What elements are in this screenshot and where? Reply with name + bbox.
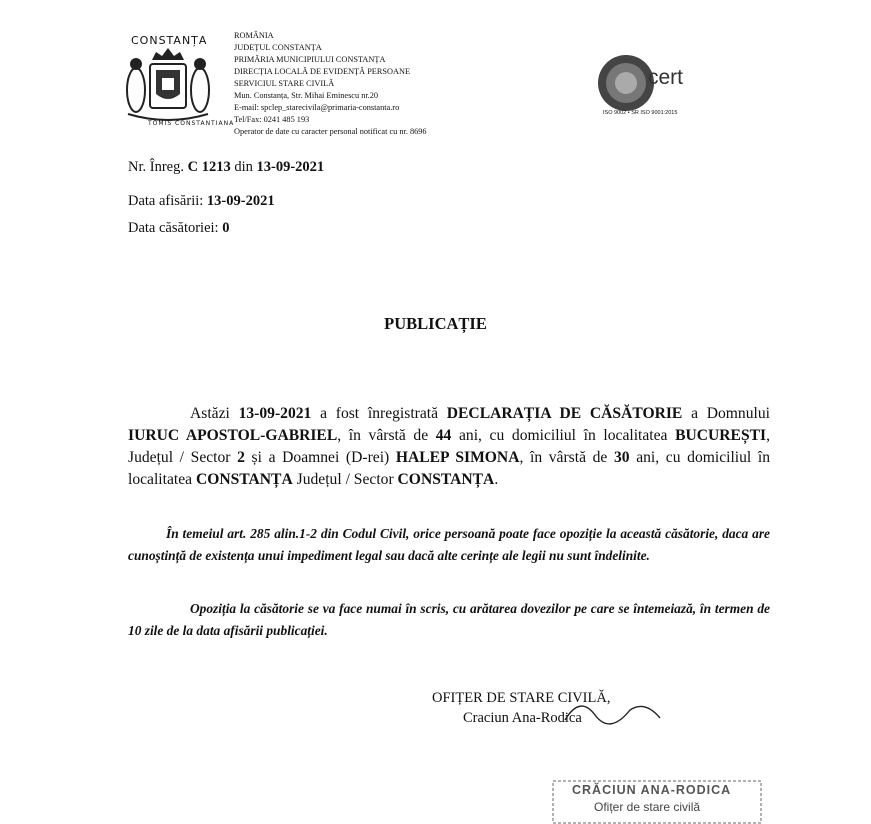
declaration-date: 13-09-2021	[238, 405, 312, 422]
legal-paragraph-1	[128, 523, 770, 566]
bride-name: HALEP SIMONA	[395, 449, 520, 466]
body-text: a Domnului	[682, 405, 770, 422]
institution-header	[234, 30, 427, 138]
registration-line	[128, 159, 324, 176]
header-line: PRIMĂRIA MUNICIPIULUI CONSTANȚA	[234, 55, 386, 64]
bride-city: CONSTANȚA	[195, 471, 293, 488]
header-line: SERVICIUL STARE CIVILĂ	[234, 79, 335, 88]
cert-logo-text: cert	[648, 66, 684, 89]
page-title: PUBLICAȚIE	[384, 314, 487, 333]
groom-name: IURUC APOSTOL-GABRIEL	[128, 427, 338, 444]
bride-age: 30	[613, 449, 630, 466]
groom-age: 44	[435, 427, 452, 444]
marriage-date-line	[128, 220, 229, 237]
cert-iso-text: ISO 9002 • SR ISO 9001:2015	[603, 110, 678, 116]
legal-text-2: Opoziția la căsătorie se va face numai în scris, cu arătarea dovezilor pe care se întemeiază, în termen de 10 zile de la data afisării publicației.	[128, 601, 770, 638]
registration-date: 13-09-2021	[256, 159, 325, 175]
registration-number: C 1213	[187, 159, 231, 175]
body-text: , în vârstă de	[519, 449, 614, 466]
header-line: E-mail: spclep_starecivila@primaria-constanta.ro	[234, 103, 400, 112]
body-text: .	[494, 471, 499, 488]
registration-label: Nr. Înreg.	[128, 159, 184, 175]
body-text: , în vârstă de	[337, 427, 436, 444]
groom-city: BUCUREȘTI	[675, 427, 767, 444]
display-date-label: Data afisării:	[128, 193, 204, 209]
stamp-name: CRĂCIUN ANA-RODICA	[572, 783, 732, 797]
body-text: ani, cu domiciliul în localitatea	[128, 449, 771, 488]
legal-text-1: În temeiul art. 285 alin.1-2 din Codul Civil, orice persoană poate face opoziție la această căsătorie, daca are cunoștință de existența unui impediment legal sau dacă alte cerințe ale legii nu sunt îndelinite.	[128, 526, 770, 563]
crest-bottom-text: TOMIS CONSTANTIANA	[148, 120, 235, 127]
header-line: Tel/Fax: 0241 485 193	[234, 115, 310, 124]
handwritten-signature-icon	[560, 690, 670, 730]
registration-date-label: din	[234, 159, 253, 175]
header-line: DIRECȚIA LOCALĂ DE EVIDENȚĂ PERSOANE	[234, 67, 411, 76]
crest-top-text: CONSTANȚA	[131, 34, 208, 47]
declaration-type: DECLARAȚIA DE CĂSĂTORIE	[446, 405, 683, 422]
body-text: Județul / Sector	[292, 471, 398, 488]
header-line: ROMÂNIA	[234, 31, 274, 40]
bride-sector: CONSTANȚA	[397, 471, 495, 488]
marriage-date-value: 0	[222, 220, 230, 236]
signature-title: OFIȚER DE STARE CIVILĂ,	[432, 690, 611, 706]
display-date-line	[128, 193, 275, 210]
header-line: Mun. Constanța, Str. Mihai Eminescu nr.20	[234, 91, 379, 100]
marriage-date-label: Data căsătoriei:	[128, 220, 219, 236]
stamp-role: Ofițer de stare civilă	[594, 800, 701, 814]
body-text: , Județul / Sector	[128, 427, 770, 466]
body-text: a fost înregistrată	[311, 405, 447, 422]
signature-name: Craciun Ana-Rodica	[463, 710, 582, 726]
display-date-value: 13-09-2021	[206, 193, 275, 209]
body-text: și a Doamnei (D-rei)	[244, 449, 396, 466]
legal-paragraph-2	[128, 598, 770, 641]
body-text: Astăzi	[190, 405, 239, 422]
declaration-paragraph	[128, 403, 770, 491]
body-text: ani, cu domiciliul în localitatea	[451, 427, 676, 444]
header-line: JUDEȚUL CONSTANȚA	[234, 43, 322, 52]
header-line: Operator de date cu caracter personal notificat cu nr. 8696	[234, 127, 427, 136]
groom-sector: 2	[237, 449, 245, 466]
